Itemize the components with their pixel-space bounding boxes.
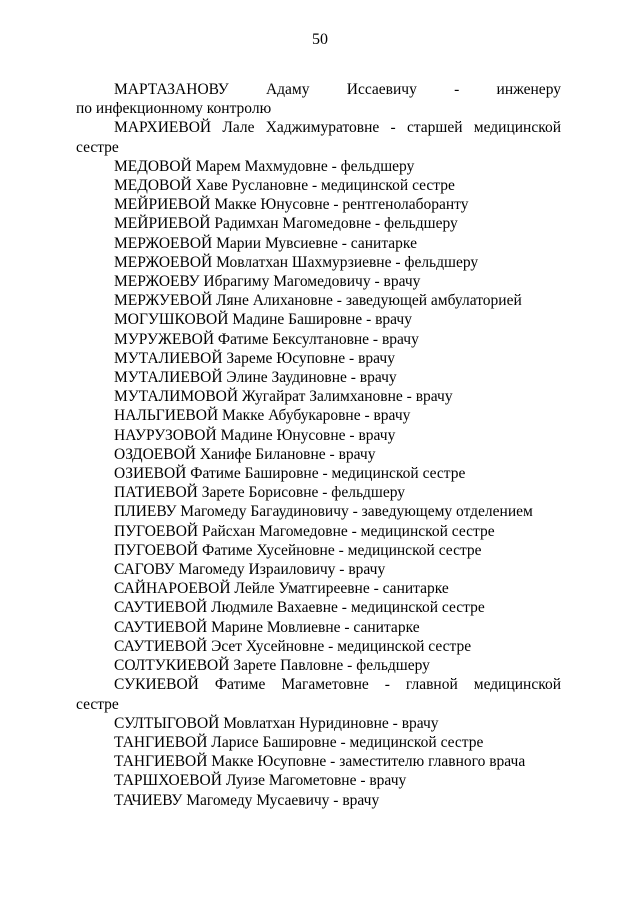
entry-first-line: ТАЧИЕВУ Магомеду Мусаевичу - врачу (114, 791, 380, 809)
list-item (76, 445, 561, 464)
list-item (76, 330, 561, 349)
list-item (76, 598, 561, 617)
list-item (76, 195, 561, 214)
entry-first-line: МУРУЖЕВОЙ Фатиме Бексултановне - врачу (114, 330, 419, 348)
entry-first-line: ОЗДОЕВОЙ Ханифе Билановне - врачу (114, 445, 376, 463)
entry-first-line: МАРХИЕВОЙ Лале Хаджимуратовне - старшей медицинской (114, 119, 561, 137)
list-item (76, 522, 561, 541)
list-item (76, 714, 561, 733)
list-item (76, 618, 561, 637)
list-item (76, 541, 561, 560)
list-item (76, 272, 561, 291)
entry-first-line: МЕРЖОЕВОЙ Мовлатхан Шахмурзиевне - фельдшеру (114, 253, 479, 271)
list-item (76, 502, 561, 521)
list-item (76, 368, 561, 387)
entry-continuation-line: сестре (76, 695, 119, 713)
list-item (76, 310, 561, 329)
entry-first-line: САУТИЕВОЙ Эсет Хусейновне - медицинской сестре (114, 637, 472, 655)
entry-continuation-line: сестре (76, 138, 119, 156)
entry-first-line: МЕРЖУЕВОЙ Ляне Алихановне - заведующей амбулаторией (114, 292, 522, 310)
list-item (76, 253, 561, 272)
entry-first-line: МЕДОВОЙ Хаве Руслановне - медицинской сестре (114, 177, 455, 195)
page-number: 50 (312, 31, 328, 48)
entry-first-line: ОЗИЕВОЙ Фатиме Башировне - медицинской сестре (114, 465, 466, 483)
entry-first-line: САУТИЕВОЙ Людмиле Вахаевне - медицинской сестре (114, 599, 485, 617)
entry-first-line: ТАНГИЕВОЙ Ларисе Башировне - медицинской сестре (114, 733, 484, 751)
entry-first-line: СОЛТУКИЕВОЙ Зарете Павловне - фельдшеру (114, 657, 430, 675)
entry-first-line: МЕЙРИЕВОЙ Радимхан Магомедовне - фельдшеру (114, 215, 458, 233)
entry-first-line: ПЛИЕВУ Магомеду Багаудиновичу - заведующему отделением (114, 503, 533, 521)
list-item (76, 791, 561, 810)
entry-first-line: СУКИЕВОЙ Фатиме Магаметовне - главной медицинской (114, 676, 561, 694)
list-item (76, 157, 561, 176)
list-item (76, 80, 561, 118)
list-item (76, 406, 561, 425)
entry-first-line: СУЛТЫГОВОЙ Мовлатхан Нуридиновне - врачу (114, 714, 439, 732)
entry-continuation-line: по инфекционному контролю (76, 100, 272, 118)
entry-first-line: ПУГОЕВОЙ Райсхан Магомедовне - медицинской сестре (114, 522, 495, 540)
entry-first-line: НАУРУЗОВОЙ Мадине Юнусовне - врачу (114, 426, 396, 444)
entry-first-line: ПУГОЕВОЙ Фатиме Хусейновне - медицинской сестре (114, 541, 482, 559)
list-item (76, 214, 561, 233)
list-item (76, 387, 561, 406)
entry-first-line: МЕДОВОЙ Марем Махмудовне - фельдшеру (114, 157, 415, 175)
list-item (76, 656, 561, 675)
list-item (76, 483, 561, 502)
entry-list (76, 80, 561, 810)
list-item (76, 234, 561, 253)
list-item (76, 560, 561, 579)
list-item (76, 579, 561, 598)
list-item (76, 291, 561, 310)
entry-first-line: НАЛЬГИЕВОЙ Макке Абубукаровне - врачу (114, 407, 411, 425)
list-item (76, 733, 561, 752)
list-item (76, 426, 561, 445)
entry-first-line: САУТИЕВОЙ Марине Мовлиевне - санитарке (114, 618, 420, 636)
entry-first-line: МЕЙРИЕВОЙ Макке Юнусовне - рентгенолаборанту (114, 196, 469, 214)
entry-first-line: МЕРЖОЕВУ Ибрагиму Магомедовичу - врачу (114, 273, 421, 291)
entry-first-line: МОГУШКОВОЙ Мадине Башировне - врачу (114, 311, 412, 329)
entry-first-line: МЕРЖОЕВОЙ Марии Мувсиевне - санитарке (114, 234, 417, 252)
entry-first-line: ТАНГИЕВОЙ Макке Юсуповне - заместителю главного врача (114, 753, 526, 771)
entry-first-line: САЙНАРОЕВОЙ Лейле Уматгиреевне - санитарке (114, 580, 449, 598)
list-item (76, 675, 561, 713)
list-item (76, 752, 561, 771)
entry-first-line: МУТАЛИМОВОЙ Жугайрат Залимхановне - врачу (114, 388, 453, 406)
list-item (76, 349, 561, 368)
list-item (76, 176, 561, 195)
list-item (76, 118, 561, 156)
entry-first-line: МУТАЛИЕВОЙ Зареме Юсуповне - врачу (114, 349, 395, 367)
entry-first-line: ТАРШХОЕВОЙ Луизе Магометовне - врачу (114, 772, 407, 790)
entry-first-line: МУТАЛИЕВОЙ Элине Заудиновне - врачу (114, 369, 397, 387)
entry-first-line: ПАТИЕВОЙ Зарете Борисовне - фельдшеру (114, 484, 406, 502)
entry-first-line: МАРТАЗАНОВУ Адаму Иссаевичу - инженеру (114, 81, 561, 98)
list-item (76, 771, 561, 790)
list-item (76, 637, 561, 656)
entry-first-line: САГОВУ Магомеду Израиловичу - врачу (114, 561, 386, 579)
list-item (76, 464, 561, 483)
